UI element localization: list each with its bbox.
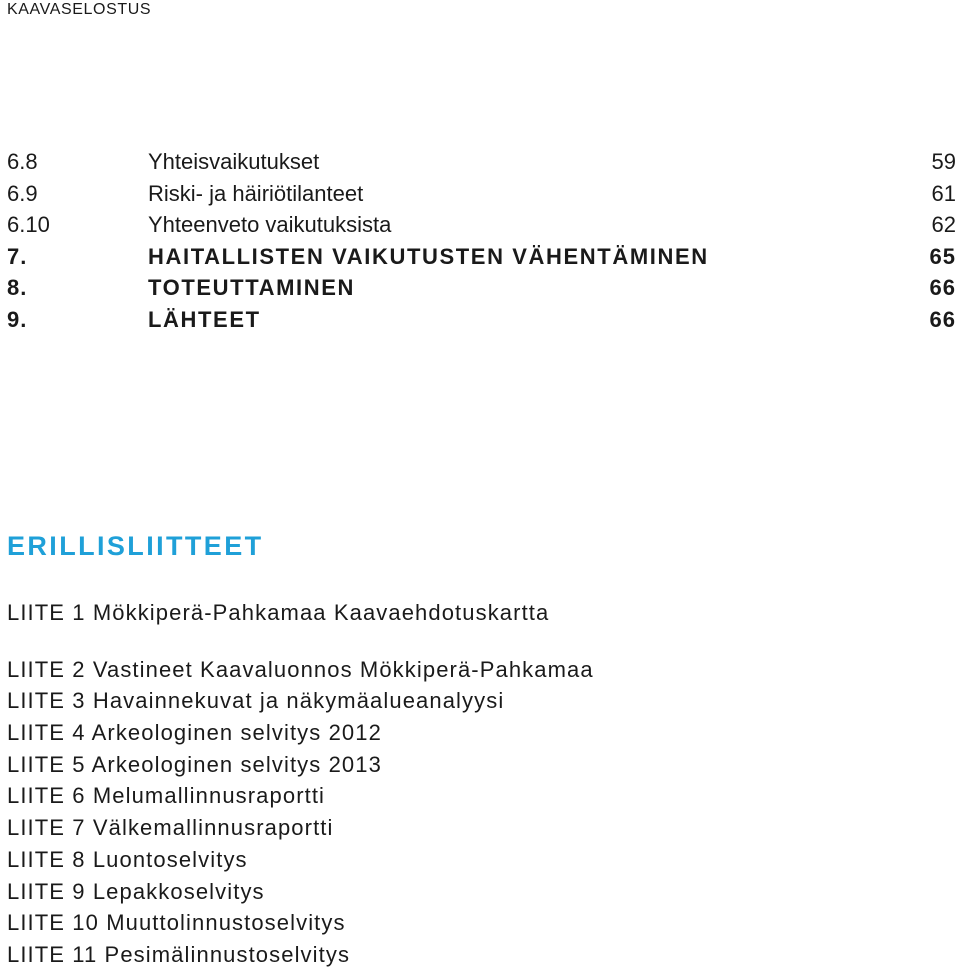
attachment-title: Muuttolinnustoselvitys xyxy=(106,910,346,936)
attachment-title: Mökkiperä-Pahkamaa Kaavaehdotuskartta xyxy=(92,600,550,625)
attachment-code: LIITE 6 xyxy=(7,783,86,809)
attachment-item xyxy=(7,939,957,971)
toc-number: 7. xyxy=(7,243,28,269)
attachment-code: LIITE 5 xyxy=(7,751,86,777)
toc-title: LÄHTEET xyxy=(148,306,261,332)
attachment-title: Havainnekuvat ja näkymäalueanalyysi xyxy=(92,688,505,714)
attachment-item xyxy=(7,654,957,686)
attachment-code: LIITE 11 xyxy=(7,941,98,967)
attachment-title: Pesimälinnustoselvitys xyxy=(104,941,351,967)
attachments-list xyxy=(7,597,957,971)
toc-title: Riski- ja häiriötilanteet xyxy=(148,180,364,206)
toc-page-number: 66 xyxy=(929,306,956,332)
attachment-item xyxy=(7,876,957,908)
toc-number: 8. xyxy=(7,275,28,301)
toc-number: 6.10 xyxy=(7,212,50,238)
attachment-code: LIITE 3 xyxy=(7,688,86,714)
attachment-item xyxy=(7,812,957,844)
attachment-item xyxy=(7,844,957,876)
toc-page-number: 66 xyxy=(929,275,956,301)
toc-row-6-10[interactable] xyxy=(7,209,960,241)
document-header: KAAVASELOSTUS xyxy=(7,1,152,18)
attachments-heading: ERILLISLIITTEET xyxy=(7,531,264,561)
attachment-code: LIITE 8 xyxy=(7,846,86,872)
attachment-code: LIITE 10 xyxy=(7,910,99,936)
toc-title: Yhteisvaikutukset xyxy=(148,149,320,174)
attachment-title: Lepakkoselvitys xyxy=(92,878,265,904)
toc-page-number: 61 xyxy=(931,180,956,206)
table-of-contents xyxy=(7,146,960,336)
toc-title: HAITALLISTEN VAIKUTUSTEN VÄHENTÄMINEN xyxy=(148,243,709,269)
attachment-title: Vastineet Kaavaluonnos Mökkiperä-Pahkamaa xyxy=(92,656,594,682)
attachment-item xyxy=(7,749,957,781)
toc-row-6-9[interactable] xyxy=(7,178,960,210)
toc-row-8[interactable] xyxy=(7,272,960,304)
toc-row-9[interactable] xyxy=(7,304,960,336)
attachment-code: LIITE 9 xyxy=(7,878,86,904)
attachment-item xyxy=(7,907,957,939)
attachment-code: LIITE 7 xyxy=(7,815,86,841)
attachment-title: Arkeologinen selvitys 2013 xyxy=(91,751,382,777)
toc-title: Yhteenveto vaikutuksista xyxy=(148,212,392,238)
attachment-title: Välkemallinnusraportti xyxy=(92,815,334,841)
toc-page-number: 59 xyxy=(931,149,956,174)
toc-number: 6.8 xyxy=(7,149,38,174)
attachment-item xyxy=(7,685,957,717)
attachment-title: Arkeologinen selvitys 2012 xyxy=(91,720,382,746)
toc-number: 6.9 xyxy=(7,180,38,206)
attachment-code: LIITE 2 xyxy=(7,656,86,682)
attachment-item xyxy=(7,597,957,629)
toc-page-number: 62 xyxy=(931,212,956,238)
attachment-item xyxy=(7,717,957,749)
toc-title: TOTEUTTAMINEN xyxy=(148,275,355,301)
attachment-code: LIITE 1 xyxy=(7,600,86,625)
toc-number: 9. xyxy=(7,306,28,332)
attachment-code: LIITE 4 xyxy=(7,720,86,746)
attachment-title: Melumallinnusraportti xyxy=(92,783,326,809)
attachment-title: Luontoselvitys xyxy=(92,846,248,872)
toc-page-number: 65 xyxy=(929,243,956,269)
attachment-item xyxy=(7,780,957,812)
toc-row-6-8[interactable] xyxy=(7,146,960,178)
toc-row-7[interactable] xyxy=(7,241,960,273)
